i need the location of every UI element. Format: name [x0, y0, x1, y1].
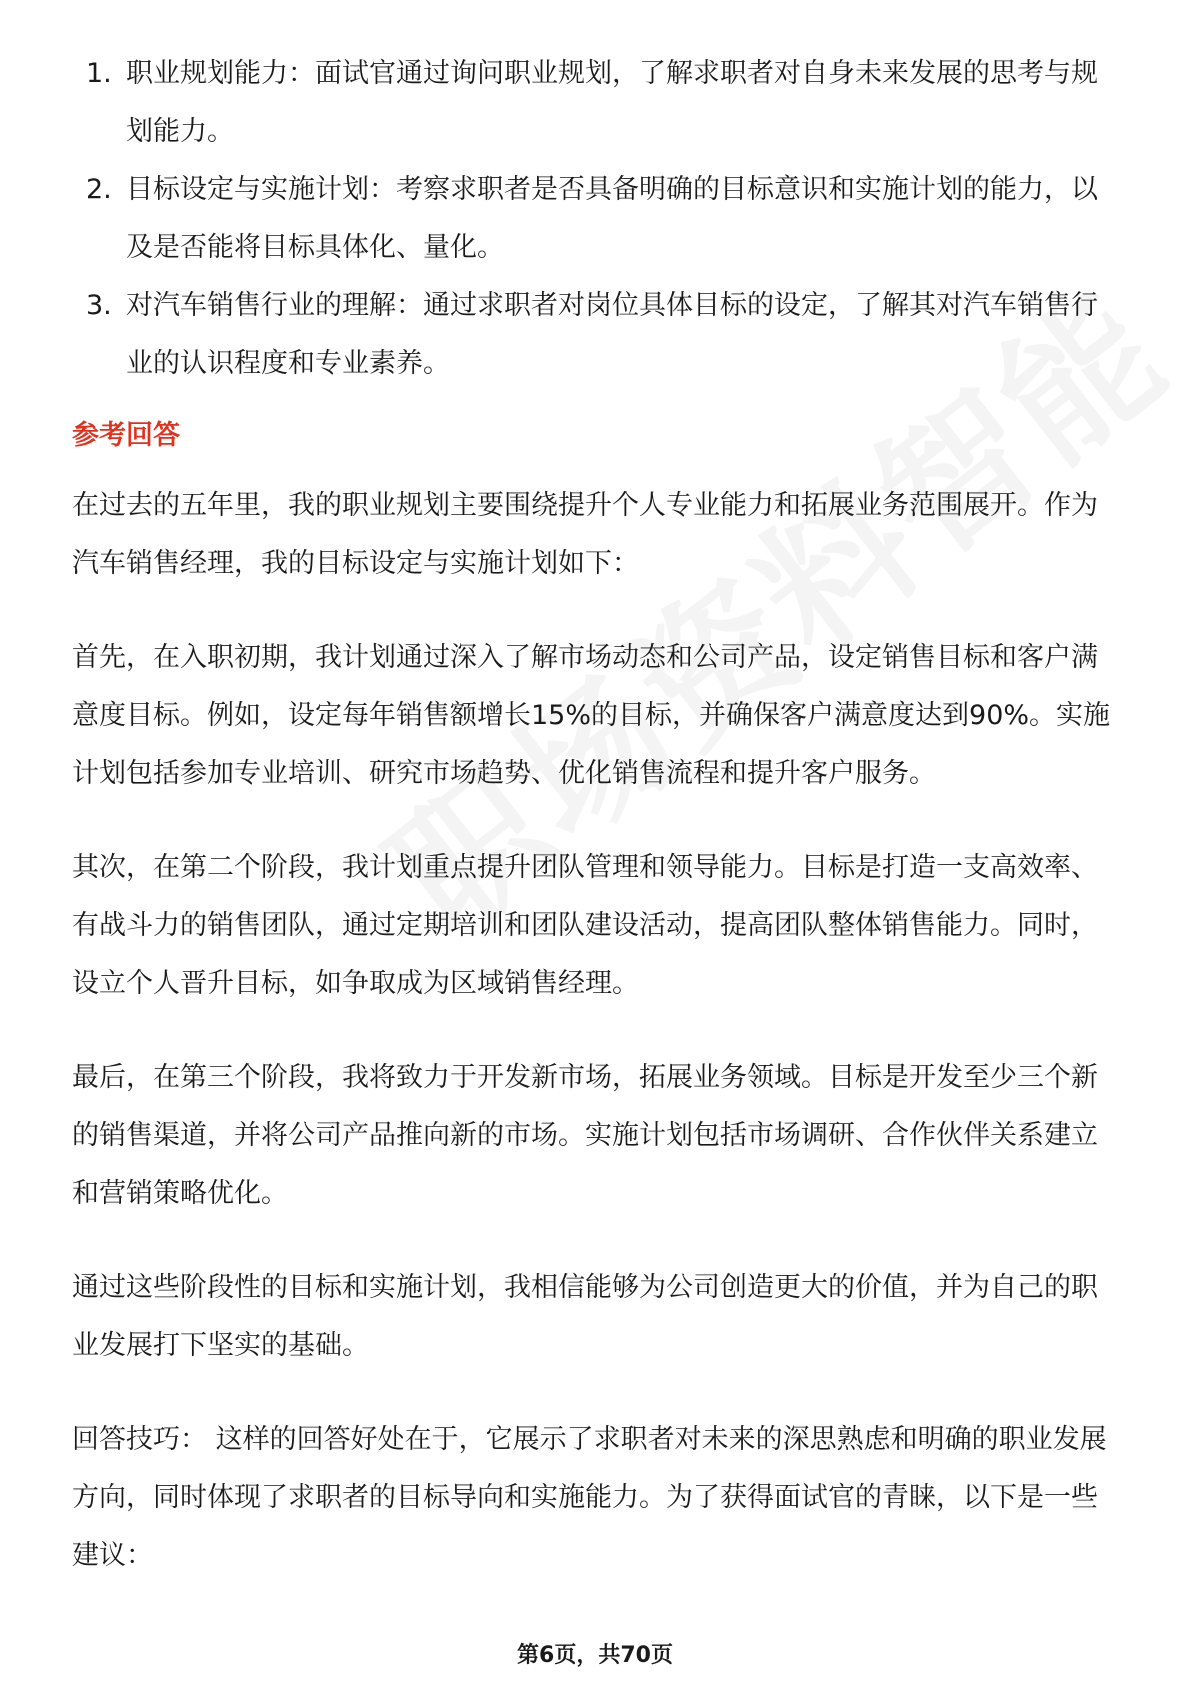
page-content: [72, 45, 1122, 1619]
list-item-text: 职业规划能力：面试官通过询问职业规划，了解求职者对自身未来发展的思考与规划能力。: [126, 58, 1098, 147]
section-heading: 参考回答: [72, 420, 180, 451]
assessment-points-list: [72, 45, 1122, 393]
answer-paragraph: 其次，在第二个阶段，我计划重点提升团队管理和领导能力。目标是打造一支高效率、有战斗力的销售团队，通过定期培训和团队建设活动，提高团队整体销售能力。同时，设立个人晋升目标，如争取成为区域销售经理。: [72, 852, 1098, 999]
list-item: [72, 45, 1122, 161]
list-item-number: 3.: [86, 290, 112, 321]
list-item: [72, 277, 1122, 393]
answer-paragraph: 在过去的五年里，我的职业规划主要围绕提升个人专业能力和拓展业务范围展开。作为汽车销售经理，我的目标设定与实施计划如下：: [72, 490, 1098, 579]
list-item: [72, 161, 1122, 277]
list-item-text: 目标设定与实施计划：考察求职者是否具备明确的目标意识和实施计划的能力，以及是否能将目标具体化、量化。: [126, 174, 1098, 263]
list-item-text: 对汽车销售行业的理解：通过求职者对岗位具体目标的设定，了解其对汽车销售行业的认识程度和专业素养。: [126, 290, 1098, 379]
list-item-number: 1.: [86, 58, 112, 89]
answer-paragraph: 首先，在入职初期，我计划通过深入了解市场动态和公司产品，设定销售目标和客户满意度目标。例如，设定每年销售额增长15%的目标，并确保客户满意度达到90%。实施计划包括参加专业培训、研究市场趋势、优化销售流程和提升客户服务。: [72, 642, 1111, 789]
list-item-number: 2.: [86, 174, 112, 205]
page-number: 第6页，共70页: [517, 1643, 673, 1668]
answer-tips-paragraph: 回答技巧： 这样的回答好处在于，它展示了求职者对未来的深思熟虑和明确的职业发展方向，同时体现了求职者的目标导向和实施能力。为了获得面试官的青睐，以下是一些建议：: [72, 1424, 1107, 1571]
answer-paragraph: 最后，在第三个阶段，我将致力于开发新市场，拓展业务领域。目标是开发至少三个新的销售渠道，并将公司产品推向新的市场。实施计划包括市场调研、合作伙伴关系建立和营销策略优化。: [72, 1062, 1098, 1209]
answer-paragraph: 通过这些阶段性的目标和实施计划，我相信能够为公司创造更大的价值，并为自己的职业发展打下坚实的基础。: [72, 1272, 1098, 1361]
